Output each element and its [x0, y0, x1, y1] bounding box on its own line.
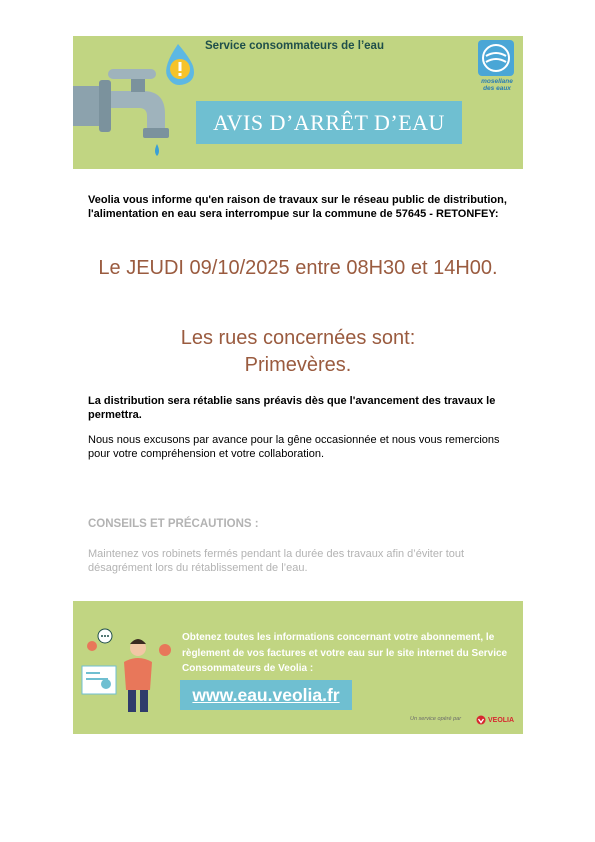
veolia-mark-icon — [476, 715, 486, 725]
operated-by-label: Un service opéré par — [410, 716, 462, 722]
apology-paragraph: Nous nous excusons par avance pour la gêne occasionnée et nous vous remercions pour votre compréhension et votre collaboration. — [88, 434, 500, 460]
logo-mark — [478, 40, 514, 76]
date-headline: Le JEUDI 09/10/2025 entre 08H30 et 14H00. — [98, 257, 498, 279]
water-tap-icon — [73, 36, 213, 169]
restore-paragraph: La distribution sera rétablie sans préavis dès que l'avancement des travaux le permettra. — [88, 395, 496, 421]
customer-service-illustration — [80, 628, 176, 718]
logo-text — [472, 78, 522, 92]
advice-title: CONSEILS ET PRÉCAUTIONS : — [88, 518, 259, 530]
logo-text-line2: des eaux — [483, 85, 511, 92]
veolia-logo — [476, 715, 514, 725]
logo-text-line1: mosellane — [481, 78, 513, 85]
notice-banner — [196, 101, 462, 144]
banner-title: AVIS D’ARRÊT D’EAU — [213, 109, 445, 135]
streets-headline — [88, 325, 508, 379]
advice-paragraph: Maintenez vos robinets fermés pendant la durée des travaux afin d’éviter tout désagrément lors du rétablissement de l’eau. — [88, 548, 465, 574]
streets-value: Primevères. — [244, 354, 352, 376]
mosellane-logo — [472, 38, 522, 100]
website-link[interactable]: www.eau.veolia.fr — [192, 684, 340, 705]
streets-label: Les rues concernées sont: — [180, 327, 416, 349]
service-title: Service consommateurs de l’eau — [205, 40, 384, 52]
website-link-box[interactable] — [180, 680, 352, 710]
footer-info-text: Obtenez toutes les informations concernant votre abonnement, le règlement de vos factures et votre eau sur le site internet du Service Consommateurs de Veolia : — [182, 632, 508, 674]
veolia-brand: VEOLIA — [488, 716, 515, 724]
intro-paragraph: Veolia vous informe qu'en raison de travaux sur le réseau public de distribution, l'alimentation en eau sera interrompue sur la commune de 57645 - RETONFEY: — [88, 194, 507, 220]
